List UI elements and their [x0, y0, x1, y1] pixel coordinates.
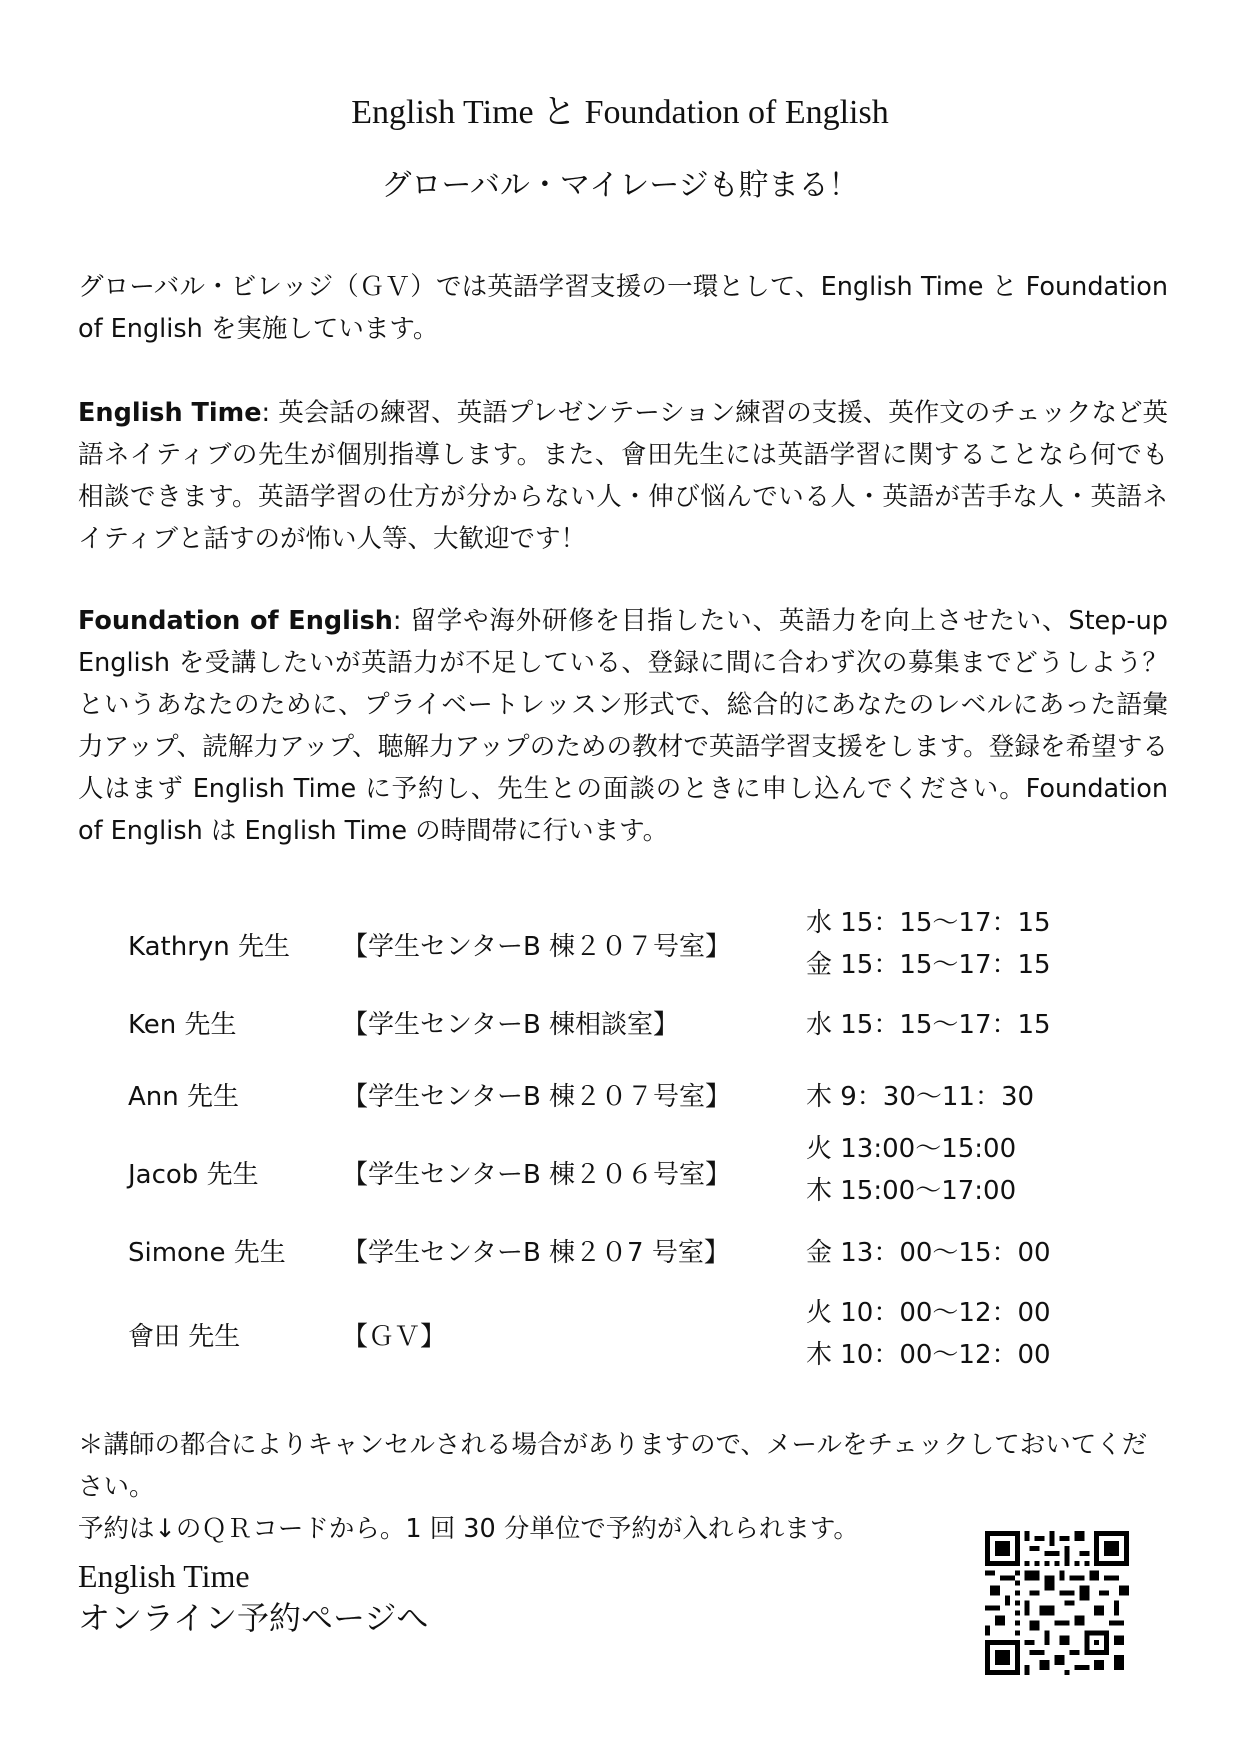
teacher-name: Ken 先生	[128, 1010, 237, 1040]
time-slot: 木 9：30～11：30	[806, 1082, 1035, 1112]
time-slot: 金 15：15～17：15	[806, 950, 1051, 980]
room-name: 【学生センターB 棟２０7 号室】	[342, 1238, 730, 1268]
time-slot: 火 10：00～12：00	[806, 1298, 1051, 1328]
footer-title: English Time	[78, 1558, 250, 1594]
time-slot: 水 15：15～17：15	[806, 908, 1051, 938]
english-time-heading: English Time	[78, 398, 262, 428]
english-time-description: : 英会話の練習、英語プレゼンテーション練習の支援、英作文のチェックなど英語ネイティブの先生が個別指導します。また、會田先生には英語学習に関することなら何でも相談できます。英語学習の仕方が分からない人・伸び悩んでいる人・英語が苦手な人・英語ネイティブと話すのが怖い人等、大歓迎です！	[78, 398, 1168, 554]
teacher-name: 會田 先生	[128, 1322, 241, 1352]
foundation-description: : 留学や海外研修を目指したい、英語力を向上させたい、Step-up English を受講したいが英語力が不足している、登録に間に合わず次の募集までどうしよう？というあなたのために、プライベートレッスン形式で、総合的にあなたのレベルにあった語彙力アップ、読解力アップ、聴解力アップのための教材で英語学習支援をします。登録を希望する人はまず English Time に予約し、先生との面談のときに申し込んでください。Foundation of English は English Time の時間帯に行います。	[78, 606, 1168, 846]
room-name: 【学生センターB 棟２０７号室】	[342, 932, 732, 962]
intro-paragraph: グローバル・ビレッジ（ＧＶ）では英語学習支援の一環として、English Time と Foundation of English を実施しています。	[78, 272, 1168, 344]
footer-subtitle: オンライン予約ページへ	[78, 1599, 429, 1637]
room-name: 【学生センターB 棟相談室】	[342, 1010, 680, 1040]
online-reservation-label	[78, 1555, 428, 1639]
teacher-name: Kathryn 先生	[128, 932, 291, 962]
page-subtitle: グローバル・マイレージも貯まる！	[381, 168, 859, 203]
reservation-note: 予約は↓のＱＲコードから。1 回 30 分単位で予約が入れられます。	[78, 1514, 859, 1544]
time-slot: 金 13：00～15：00	[806, 1238, 1051, 1268]
time-slot: 木 10：00～12：00	[806, 1340, 1051, 1370]
foundation-paragraph	[78, 600, 1168, 852]
teacher-name: Ann 先生	[128, 1082, 240, 1112]
time-slot: 木 15:00～17:00	[806, 1176, 1017, 1206]
time-slot: 水 15：15～17：15	[806, 1010, 1051, 1040]
teacher-name: Simone 先生	[128, 1238, 286, 1268]
time-slot: 火 13:00～15:00	[806, 1134, 1017, 1164]
teacher-name: Jacob 先生	[128, 1160, 259, 1190]
qr-code[interactable]	[985, 1531, 1129, 1675]
room-name: 【学生センターB 棟２０７号室】	[342, 1082, 732, 1112]
room-name: 【学生センターB 棟２０６号室】	[342, 1160, 732, 1190]
room-name: 【ＧＶ】	[342, 1322, 447, 1352]
cancellation-note: ＊講師の都合によりキャンセルされる場合がありますので、メールをチェックしておいてください。	[78, 1430, 1148, 1502]
foundation-heading: Foundation of English	[78, 606, 393, 636]
english-time-paragraph	[78, 392, 1168, 560]
page-title: English Time と Foundation of English	[351, 94, 889, 131]
